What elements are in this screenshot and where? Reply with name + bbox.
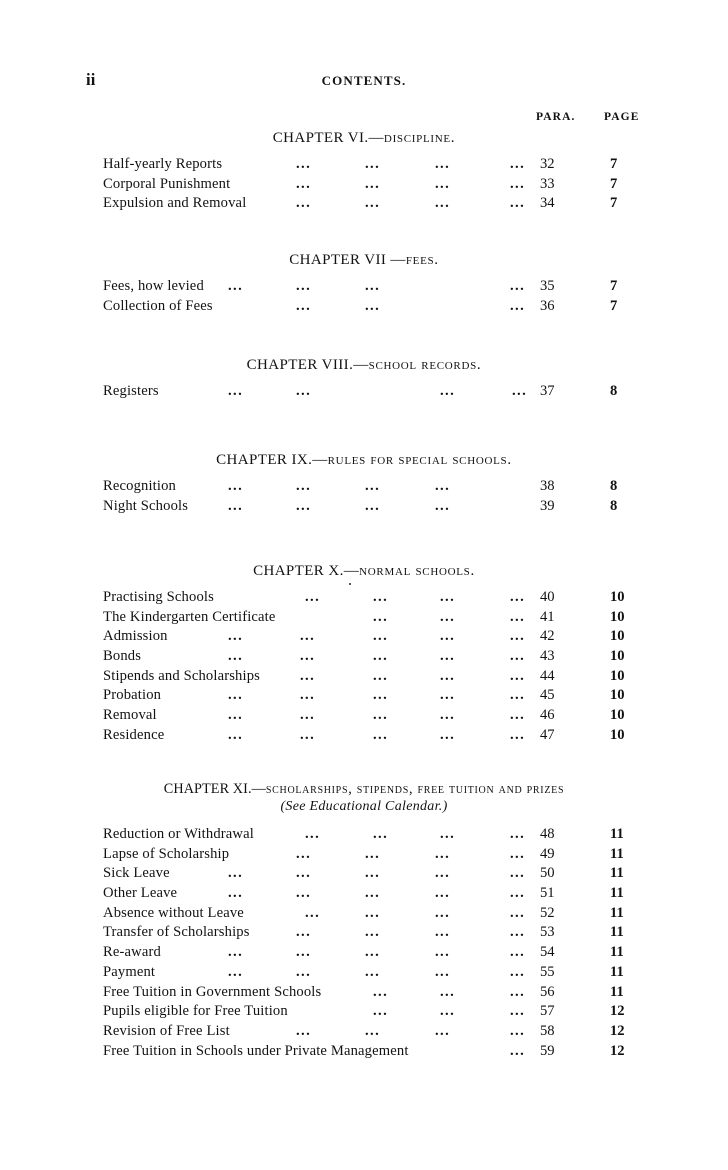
dot-leader: ... [373, 628, 389, 645]
dot-leader: ... [228, 497, 244, 514]
dot-leader: ... [440, 648, 456, 665]
dot-leader: ... [365, 944, 381, 961]
entry-title: Other Leave [103, 885, 178, 902]
entry-list [0, 825, 728, 1061]
dot-leader: ... [300, 687, 316, 704]
entry-title: The Kindergarten Certificate [103, 608, 276, 625]
dot-leader: ... [365, 175, 381, 192]
dot-leader: ... [228, 707, 244, 724]
toc-entry-row[interactable] [0, 627, 728, 647]
entry-title: Recognition [103, 478, 176, 494]
dot-leader: ... [373, 1003, 389, 1020]
dot-leader: ... [373, 687, 389, 704]
entry-title: Expulsion and Removal [103, 195, 247, 212]
dot-leader: ... [510, 278, 526, 294]
toc-entry-row[interactable] [0, 297, 728, 317]
entry-para-number: 40 [540, 589, 555, 605]
dot-leader: ... [365, 904, 381, 921]
dot-leader: ... [510, 297, 526, 314]
dot-leader: ... [228, 944, 244, 961]
dot-leader: ... [440, 687, 456, 704]
dot-leader: ... [300, 667, 316, 684]
scan-speck [349, 583, 351, 585]
entry-list [0, 155, 728, 214]
entry-page-number: 7 [610, 195, 618, 212]
dot-leader: ... [373, 608, 389, 625]
dot-leader: ... [373, 726, 389, 743]
dot-leader: ... [510, 1022, 526, 1039]
dot-leader: ... [365, 865, 381, 882]
dot-leader: ... [296, 885, 312, 902]
dot-leader: ... [440, 589, 456, 605]
toc-entry-row[interactable] [0, 726, 728, 746]
dot-leader: ... [510, 195, 526, 212]
page-column-header: PAGE [604, 111, 640, 123]
entry-para-number: 52 [540, 904, 555, 921]
entry-para-number: 57 [540, 1003, 555, 1020]
dot-leader: ... [435, 1022, 451, 1039]
dot-leader: ... [365, 963, 381, 980]
entry-para-number: 50 [540, 865, 555, 882]
toc-entry-row[interactable] [0, 706, 728, 726]
toc-entry-row[interactable] [0, 686, 728, 706]
entry-title: Removal [103, 707, 157, 724]
toc-entry-row[interactable] [0, 155, 728, 175]
entry-para-number: 56 [540, 983, 555, 1000]
chapter-heading-number: CHAPTER X.— [253, 563, 360, 579]
entry-para-number: 39 [540, 497, 555, 514]
entry-title: Registers [103, 383, 159, 399]
toc-entry-row[interactable] [0, 277, 728, 297]
entry-page-number: 10 [610, 707, 625, 724]
toc-entry-row[interactable] [0, 1022, 728, 1042]
entry-page-number: 10 [610, 648, 625, 665]
dot-leader: ... [435, 175, 451, 192]
entry-title: Reduction or Withdrawal [103, 826, 254, 842]
entry-page-number: 12 [610, 1042, 625, 1059]
chapter-section [0, 781, 728, 1061]
chapter-heading-title: scholarships, stipends, free tuition and prizes [265, 781, 565, 797]
toc-entry-row[interactable] [0, 1002, 728, 1022]
para-column-header: PARA. [536, 111, 576, 123]
chapter-heading-number: CHAPTER IX.— [216, 452, 328, 468]
entry-para-number: 44 [540, 667, 555, 684]
dot-leader: ... [435, 904, 451, 921]
dot-leader: ... [296, 478, 312, 494]
dot-leader: ... [296, 156, 312, 172]
entry-para-number: 54 [540, 944, 555, 961]
entry-page-number: 8 [610, 478, 618, 494]
dot-leader: ... [365, 195, 381, 212]
toc-entry-row[interactable] [0, 497, 728, 517]
entry-para-number: 47 [540, 726, 555, 743]
chapter-section [0, 357, 728, 402]
entry-title: Collection of Fees [103, 297, 213, 314]
dot-leader: ... [510, 687, 526, 704]
entry-page-number: 10 [610, 667, 625, 684]
dot-leader: ... [510, 1042, 526, 1059]
dot-leader: ... [435, 156, 451, 172]
dot-leader: ... [228, 383, 244, 399]
dot-leader: ... [300, 726, 316, 743]
entry-title: Free Tuition in Schools under Private Management [103, 1042, 409, 1059]
entry-page-number: 7 [610, 297, 618, 314]
entry-page-number: 8 [610, 497, 618, 514]
dot-leader: ... [512, 383, 528, 399]
entry-para-number: 49 [540, 845, 555, 862]
dot-leader: ... [373, 983, 389, 1000]
dot-leader: ... [440, 667, 456, 684]
dot-leader: ... [373, 648, 389, 665]
column-captions [0, 111, 728, 127]
dot-leader: ... [510, 924, 526, 941]
dot-leader: ... [296, 944, 312, 961]
dot-leader: ... [373, 826, 389, 842]
dot-leader: ... [440, 383, 456, 399]
dot-leader: ... [365, 497, 381, 514]
entry-page-number: 11 [610, 944, 624, 961]
entry-title: Transfer of Scholarships [103, 924, 250, 941]
dot-leader: ... [296, 1022, 312, 1039]
dot-leader: ... [510, 904, 526, 921]
entry-page-number: 11 [610, 826, 624, 842]
dot-leader: ... [510, 865, 526, 882]
chapter-heading-title: school records. [368, 357, 482, 373]
entry-page-number: 10 [610, 687, 625, 704]
entry-title: Re-award [103, 944, 161, 961]
dot-leader: ... [300, 628, 316, 645]
dot-leader: ... [435, 478, 451, 494]
entry-para-number: 51 [540, 885, 555, 902]
dot-leader: ... [510, 1003, 526, 1020]
entry-title: Night Schools [103, 497, 189, 514]
dot-leader: ... [510, 667, 526, 684]
toc-entry-row[interactable] [0, 825, 728, 845]
toc-entry-row[interactable] [0, 477, 728, 497]
chapter-section [0, 252, 728, 316]
dot-leader: ... [435, 963, 451, 980]
dot-leader: ... [228, 278, 244, 294]
chapter-heading-title: fees. [405, 252, 439, 268]
entry-title: Corporal Punishment [103, 175, 231, 192]
chapter-heading [0, 130, 728, 147]
entry-title: Stipends and Scholarships [103, 667, 260, 684]
dot-leader: ... [435, 865, 451, 882]
chapter-heading [0, 357, 728, 374]
dot-leader: ... [440, 1003, 456, 1020]
dot-leader: ... [510, 628, 526, 645]
dot-leader: ... [510, 608, 526, 625]
entry-page-number: 7 [610, 156, 618, 172]
entry-page-number: 12 [610, 1022, 625, 1039]
dot-leader: ... [440, 983, 456, 1000]
entry-para-number: 35 [540, 278, 555, 294]
dot-leader: ... [373, 667, 389, 684]
toc-entry-row[interactable] [0, 904, 728, 924]
entry-list [0, 477, 728, 516]
chapter-subtitle: (See Educational Calendar.) [280, 799, 448, 814]
dot-leader: ... [365, 156, 381, 172]
dot-leader: ... [365, 924, 381, 941]
dot-leader: ... [305, 589, 321, 605]
dot-leader: ... [510, 707, 526, 724]
toc-entry-row[interactable] [0, 884, 728, 904]
entry-list [0, 277, 728, 316]
dot-leader: ... [373, 589, 389, 605]
dot-leader: ... [365, 1022, 381, 1039]
dot-leader: ... [510, 156, 526, 172]
dot-leader: ... [228, 885, 244, 902]
dot-leader: ... [228, 628, 244, 645]
dot-leader: ... [305, 826, 321, 842]
chapter-heading-title: rules for special schools. [327, 452, 512, 468]
toc-entry-row[interactable] [0, 647, 728, 667]
entry-page-number: 11 [610, 904, 624, 921]
dot-leader: ... [296, 497, 312, 514]
entry-list [0, 382, 728, 402]
chapter-section [0, 130, 728, 214]
entry-title: Revision of Free List [103, 1022, 230, 1039]
toc-entry-row[interactable] [0, 983, 728, 1003]
dot-leader: ... [296, 924, 312, 941]
dot-leader: ... [510, 826, 526, 842]
dot-leader: ... [296, 383, 312, 399]
dot-leader: ... [228, 726, 244, 743]
chapter-heading-number: CHAPTER XI.— [163, 781, 266, 797]
entry-para-number: 33 [540, 175, 555, 192]
folio-number: ii [86, 70, 96, 89]
dot-leader: ... [510, 648, 526, 665]
dot-leader: ... [228, 648, 244, 665]
entry-para-number: 55 [540, 963, 555, 980]
dot-leader: ... [435, 497, 451, 514]
chapter-section [0, 452, 728, 516]
entry-para-number: 32 [540, 156, 555, 172]
entry-title: Admission [103, 628, 168, 645]
chapter-section [0, 563, 728, 746]
entry-title: Absence without Leave [103, 904, 244, 921]
chapter-heading-number: CHAPTER VI.— [272, 130, 384, 146]
dot-leader: ... [510, 963, 526, 980]
entry-page-number: 7 [610, 278, 618, 294]
entry-page-number: 10 [610, 628, 625, 645]
dot-leader: ... [373, 707, 389, 724]
dot-leader: ... [300, 648, 316, 665]
entry-page-number: 11 [610, 865, 624, 882]
toc-entry-row[interactable] [0, 963, 728, 983]
entry-page-number: 11 [610, 924, 624, 941]
toc-entry-row[interactable] [0, 923, 728, 943]
entry-page-number: 11 [610, 885, 624, 902]
chapter-heading [0, 563, 728, 580]
dot-leader: ... [440, 628, 456, 645]
entry-page-number: 12 [610, 1003, 625, 1020]
dot-leader: ... [296, 278, 312, 294]
toc-entry-row[interactable] [0, 845, 728, 865]
entry-title: Half-yearly Reports [103, 156, 223, 172]
dot-leader: ... [510, 983, 526, 1000]
dot-leader: ... [228, 865, 244, 882]
dot-leader: ... [435, 195, 451, 212]
entry-para-number: 34 [540, 195, 555, 212]
entry-title: Fees, how levied [103, 278, 204, 294]
entry-page-number: 10 [610, 726, 625, 743]
entry-page-number: 11 [610, 983, 624, 1000]
toc-entry-row[interactable] [0, 382, 728, 402]
dot-leader: ... [365, 885, 381, 902]
dot-leader: ... [296, 963, 312, 980]
dot-leader: ... [296, 865, 312, 882]
dot-leader: ... [365, 478, 381, 494]
dot-leader: ... [365, 297, 381, 314]
entry-title: Pupils eligible for Free Tuition [103, 1003, 288, 1020]
entry-page-number: 11 [610, 963, 624, 980]
dot-leader: ... [510, 885, 526, 902]
entry-para-number: 42 [540, 628, 555, 645]
entry-title: Lapse of Scholarship [103, 845, 230, 862]
toc-entry-row[interactable] [0, 1042, 728, 1062]
running-head: CONTENTS. [321, 73, 407, 88]
toc-entry-row[interactable] [0, 588, 728, 608]
chapter-heading [0, 452, 728, 469]
entry-para-number: 53 [540, 924, 555, 941]
chapter-heading-number: CHAPTER VII — [289, 252, 406, 268]
entry-title: Sick Leave [103, 865, 170, 882]
dot-leader: ... [510, 726, 526, 743]
dot-leader: ... [435, 885, 451, 902]
toc-entry-row[interactable] [0, 194, 728, 214]
chapter-heading [0, 252, 728, 269]
dot-leader: ... [510, 589, 526, 605]
dot-leader: ... [296, 297, 312, 314]
chapter-heading [0, 781, 728, 798]
dot-leader: ... [305, 904, 321, 921]
entry-para-number: 38 [540, 478, 555, 494]
dot-leader: ... [510, 845, 526, 862]
dot-leader: ... [510, 944, 526, 961]
entry-para-number: 48 [540, 826, 555, 842]
chapter-heading-title: discipline. [383, 130, 456, 146]
dot-leader: ... [440, 608, 456, 625]
dot-leader: ... [300, 707, 316, 724]
entry-para-number: 46 [540, 707, 555, 724]
chapter-heading-number: CHAPTER VIII.— [246, 357, 369, 373]
toc-entry-row[interactable] [0, 608, 728, 628]
entry-title: Residence [103, 726, 165, 743]
toc-entry-row[interactable] [0, 943, 728, 963]
toc-entry-row[interactable] [0, 667, 728, 687]
entry-list [0, 588, 728, 746]
entry-para-number: 43 [540, 648, 555, 665]
dot-leader: ... [228, 963, 244, 980]
dot-leader: ... [510, 175, 526, 192]
entry-para-number: 41 [540, 608, 555, 625]
entry-title: Bonds [103, 648, 142, 665]
entry-page-number: 10 [610, 589, 625, 605]
dot-leader: ... [365, 278, 381, 294]
dot-leader: ... [296, 195, 312, 212]
entry-para-number: 59 [540, 1042, 555, 1059]
entry-page-number: 8 [610, 383, 618, 399]
entry-title: Probation [103, 687, 162, 704]
dot-leader: ... [435, 944, 451, 961]
entry-page-number: 7 [610, 175, 618, 192]
entry-para-number: 36 [540, 297, 555, 314]
entry-page-number: 10 [610, 608, 625, 625]
entry-title: Payment [103, 963, 156, 980]
dot-leader: ... [296, 845, 312, 862]
entry-para-number: 37 [540, 383, 555, 399]
toc-entry-row[interactable] [0, 175, 728, 195]
dot-leader: ... [228, 687, 244, 704]
dot-leader: ... [440, 826, 456, 842]
entry-page-number: 11 [610, 845, 624, 862]
dot-leader: ... [435, 924, 451, 941]
dot-leader: ... [435, 845, 451, 862]
entry-title: Practising Schools [103, 589, 214, 605]
toc-entry-row[interactable] [0, 864, 728, 884]
dot-leader: ... [296, 175, 312, 192]
dot-leader: ... [228, 478, 244, 494]
entry-title: Free Tuition in Government Schools [103, 983, 322, 1000]
dot-leader: ... [365, 845, 381, 862]
dot-leader: ... [440, 726, 456, 743]
dot-leader: ... [440, 707, 456, 724]
chapter-heading-title: normal schools. [359, 563, 475, 579]
entry-para-number: 58 [540, 1022, 555, 1039]
entry-para-number: 45 [540, 687, 555, 704]
